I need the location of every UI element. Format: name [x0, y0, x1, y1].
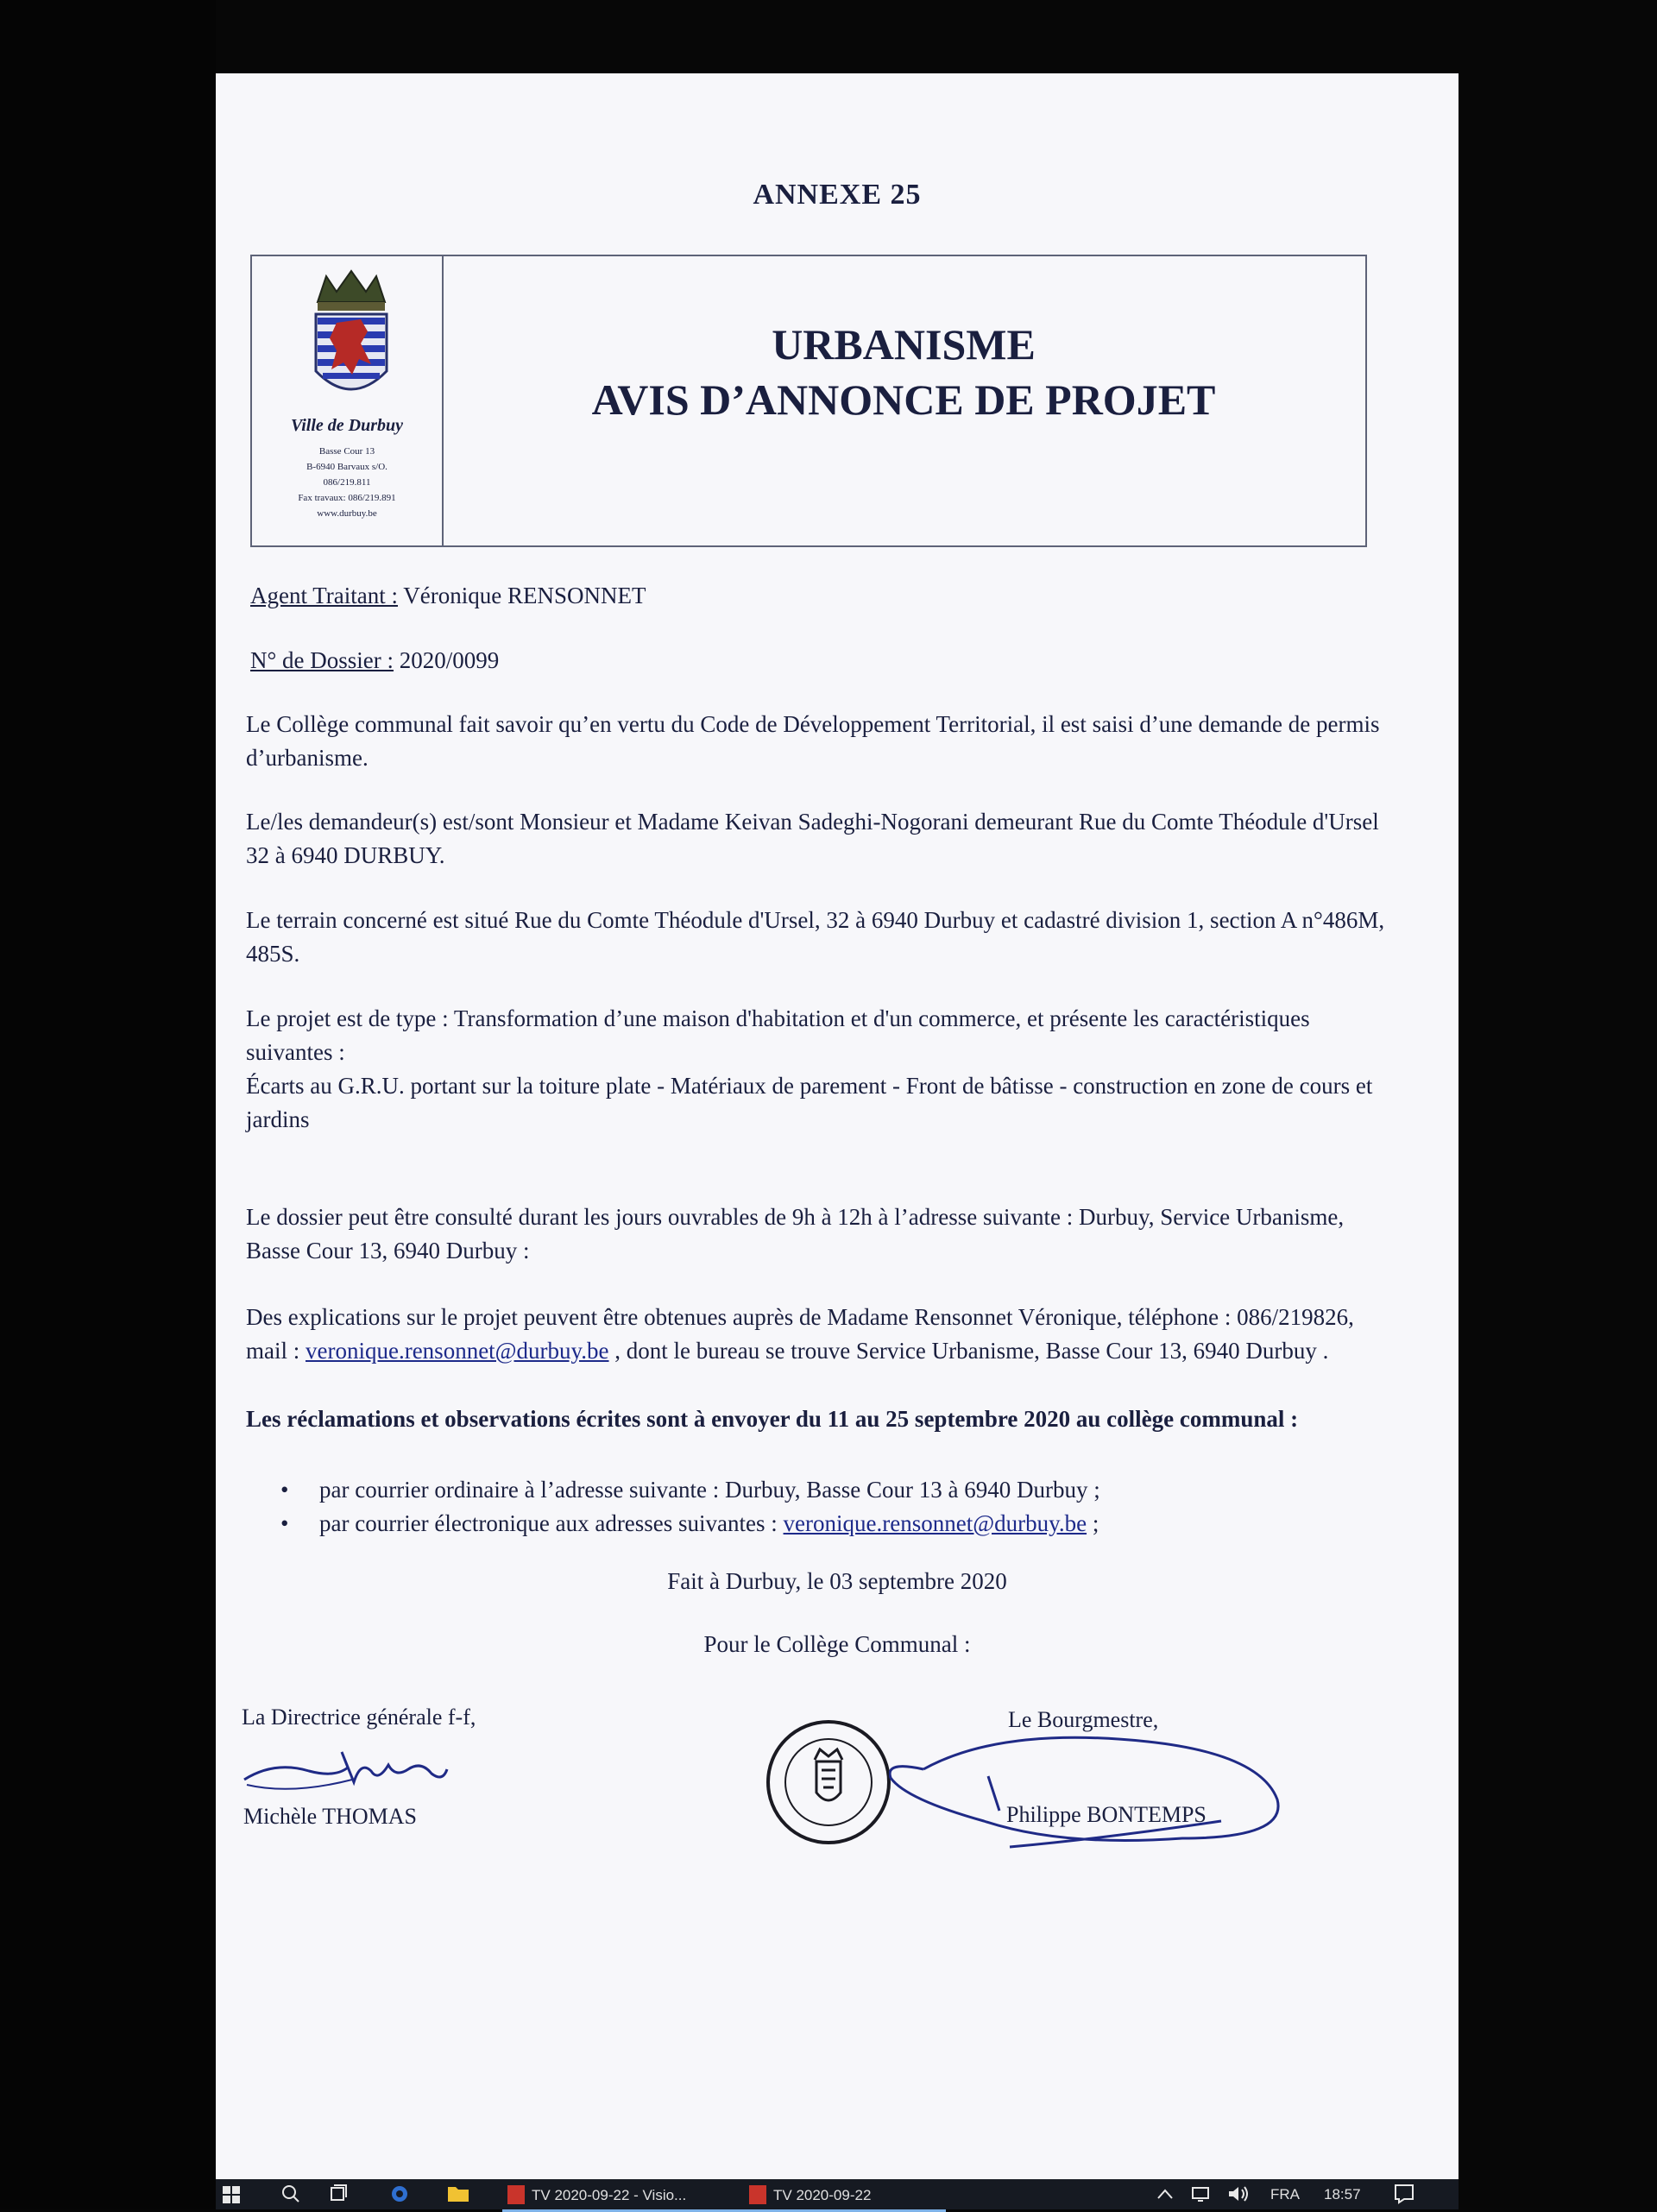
mayor-name: Philippe BONTEMPS [1006, 1802, 1207, 1827]
dossier-label: N° de Dossier : [250, 647, 394, 673]
list-item-email [280, 1507, 1100, 1541]
header-box [250, 255, 1367, 547]
durbuy-crest-logo [311, 269, 392, 412]
agent-label: Agent Traitant : [250, 583, 399, 608]
email-method-text: par courrier électronique aux adresses suivantes : [319, 1510, 784, 1536]
taskbar-app-document[interactable] [744, 2181, 946, 2212]
clock[interactable]: 18:57 [1324, 2186, 1361, 2203]
pdf-icon [749, 2185, 766, 2204]
start-icon[interactable] [223, 2186, 240, 2203]
dossier-value: 2020/0099 [399, 647, 500, 673]
email-method-end: ; [1087, 1510, 1099, 1536]
on-behalf-line: Pour le Collège Communal : [703, 1631, 971, 1657]
claims-paragraph: Les réclamations et observations écrites sont à envoyer du 11 au 25 septembre 2020 au collège communal : [246, 1406, 1299, 1432]
network-icon[interactable] [1191, 2184, 1213, 2203]
place-date: Fait à Durbuy, le 03 septembre 2020 [667, 1568, 1007, 1594]
title-line-1: URBANISME [772, 320, 1036, 369]
title-line-2: AVIS D’ANNONCE DE PROJET [591, 375, 1216, 424]
agent-value: Véronique RENSONNET [403, 583, 646, 608]
taskbar-app-document-label: TV 2020-09-22 [773, 2187, 872, 2203]
explanations-paragraph [246, 1301, 1394, 1368]
contact-email-link[interactable]: veronique.rensonnet@durbuy.be [306, 1338, 609, 1364]
commune-seal [759, 1713, 898, 1851]
volume-icon[interactable] [1227, 2184, 1250, 2203]
taskbar-app-visio[interactable] [502, 2181, 747, 2212]
agent-field [250, 583, 646, 609]
search-icon[interactable] [281, 2184, 300, 2203]
address-line-1: Basse Cour 13 [318, 446, 375, 457]
town-name: Ville de Durbuy [290, 416, 403, 435]
phone-number: 086/219.811 [323, 477, 371, 488]
task-view-icon[interactable] [328, 2184, 349, 2203]
chevron-up-icon[interactable] [1156, 2187, 1174, 2201]
document-title [442, 317, 1365, 427]
website: www.durbuy.be [317, 508, 377, 519]
project-type-paragraph: Le projet est de type : Transformation d’une maison d'habitation et d'un commerce, et présente les caractéristiques suivantes : [246, 1005, 1310, 1065]
submission-methods-list [280, 1473, 1100, 1541]
document-page [216, 73, 1459, 2179]
explanations-text-end: , dont le bureau se trouve Service Urbanisme, Basse Cour 13, 6940 Durbuy . [608, 1338, 1329, 1364]
file-explorer-icon[interactable] [447, 2184, 469, 2203]
mayor-signature [889, 1717, 1295, 1864]
windows-taskbar [216, 2179, 1459, 2209]
director-signature [240, 1735, 464, 1804]
submission-email-link[interactable]: veronique.rensonnet@durbuy.be [783, 1510, 1087, 1536]
presentation-icon [507, 2185, 525, 2204]
intro-paragraph: Le Collège communal fait savoir qu’en vertu du Code de Développement Territorial, il est saisi d’une demande de permis d’urbanisme. [246, 711, 1380, 771]
logo-cell [252, 256, 444, 545]
dossier-field [250, 647, 499, 674]
director-name: Michèle THOMAS [243, 1804, 418, 1829]
browser-icon[interactable] [390, 2184, 409, 2203]
applicants-paragraph: Le/les demandeur(s) est/sont Monsieur et Madame Keivan Sadeghi-Nogorani demeurant Rue du Comte Théodule d'Ursel 32 à 6940 DURBUY. [246, 809, 1379, 868]
deviations-paragraph: Écarts au G.R.U. portant sur la toiture plate - Matériaux de parement - Front de bâtisse - construction en zone de cours et jardins [246, 1073, 1373, 1132]
director-title: La Directrice générale f-f, [242, 1705, 476, 1730]
address-line-2: B-6940 Barvaux s/O. [306, 462, 387, 472]
mayor-title: Le Bourgmestre, [1008, 1707, 1159, 1732]
list-item-postal: • par courrier ordinaire à l’adresse suivante : Durbuy, Basse Cour 13 à 6940 Durbuy ; [280, 1473, 1100, 1507]
notifications-icon[interactable] [1394, 2184, 1414, 2204]
annex-title: ANNEXE 25 [753, 179, 922, 211]
monitor-bezel [0, 0, 216, 2209]
land-paragraph: Le terrain concerné est situé Rue du Comte Théodule d'Ursel, 32 à 6940 Durbuy et cadastré division 1, section A n°486M, 485S. [246, 907, 1385, 967]
language-indicator[interactable]: FRA [1270, 2186, 1300, 2203]
taskbar-app-visio-label: TV 2020-09-22 - Visio... [532, 2187, 687, 2203]
explanations-text-start: Des explications sur le projet peuvent être obtenues auprès de Madame Rensonnet Véronique, téléphone : 086/219826, mail : [246, 1304, 1354, 1364]
consultation-paragraph: Le dossier peut être consulté durant les jours ouvrables de 9h à 12h à l’adresse suivante : Durbuy, Service Urbanisme, Basse Cour 13, 6940 Durbuy : [246, 1204, 1345, 1264]
screen [216, 73, 1459, 2179]
fax-number: Fax travaux: 086/219.891 [298, 493, 396, 503]
